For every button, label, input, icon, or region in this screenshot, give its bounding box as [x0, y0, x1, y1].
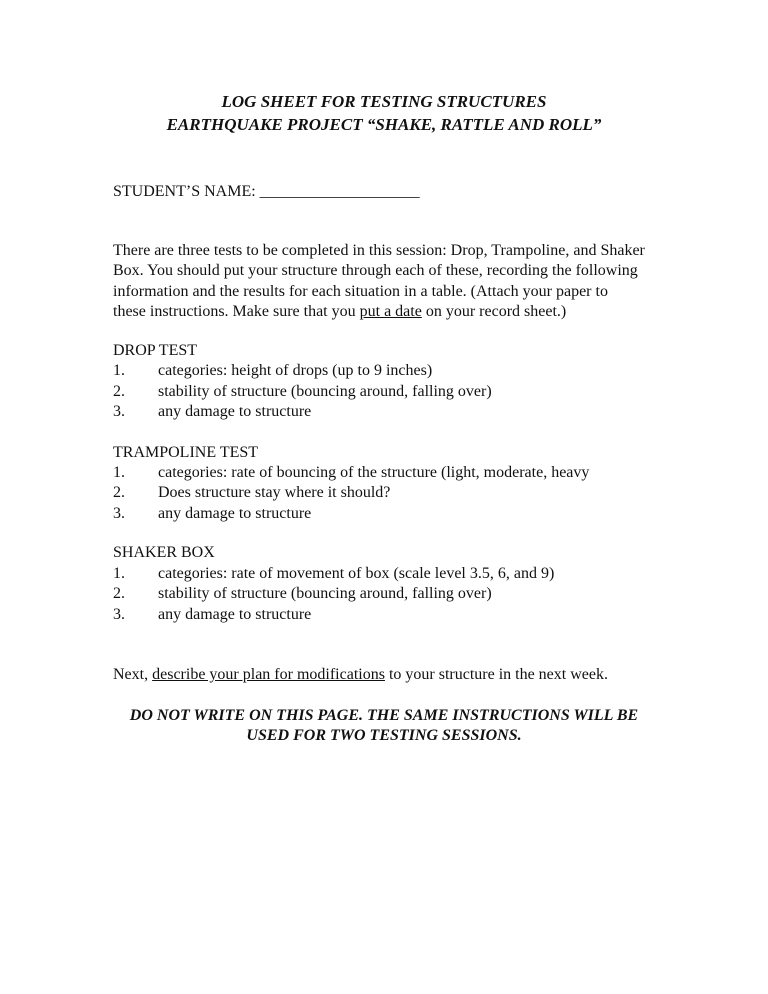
drop-item-3-num: 3. [113, 403, 125, 420]
drop-item-3-text: any damage to structure [158, 403, 312, 420]
intro-line-2: Box. You should put your structure through each of these, recording the following [113, 262, 638, 279]
student-name-row [113, 182, 420, 202]
shaker-box-heading: SHAKER BOX [113, 544, 215, 561]
shaker-item-2-num: 2. [113, 585, 125, 602]
drop-item-1-text: categories: height of drops (up to 9 inches) [158, 362, 433, 379]
shaker-item-1-num: 1. [113, 565, 125, 582]
next-prefix: Next, [113, 666, 153, 683]
trampoline-item-3-text: any damage to structure [158, 505, 312, 522]
intro-line-4-end: on your record sheet.) [421, 303, 567, 320]
title-line-2: EARTHQUAKE PROJECT “SHAKE, RATTLE AND ROLL” [166, 115, 602, 134]
intro-line-1: There are three tests to be completed in this session: Drop, Trampoline, and Shaker [113, 242, 645, 259]
trampoline-item-1-num: 1. [113, 464, 125, 481]
modifications-emphasis: describe your plan for modifications [152, 666, 385, 683]
title-line-1: LOG SHEET FOR TESTING STRUCTURES [221, 92, 547, 111]
trampoline-item-2-num: 2. [113, 484, 125, 501]
shaker-item-3-num: 3. [113, 606, 125, 623]
student-name-label: STUDENT’S NAME: [113, 183, 256, 200]
drop-item-2-text: stability of structure (bouncing around, falling over) [158, 383, 492, 400]
trampoline-test-heading: TRAMPOLINE TEST [113, 444, 259, 461]
intro-line-4 [113, 302, 566, 322]
student-name-blank: ____________________ [259, 183, 420, 200]
intro-line-4-text: these instructions. Make sure that you [113, 303, 360, 320]
warning-line-2: USED FOR TWO TESTING SESSIONS. [246, 727, 522, 744]
put-a-date-emphasis: put a date [359, 303, 422, 320]
trampoline-item-3-num: 3. [113, 505, 125, 522]
drop-item-1-num: 1. [113, 362, 125, 379]
intro-line-3: information and the results for each situation in a table. (Attach your paper to [113, 283, 608, 300]
trampoline-item-1-text: categories: rate of bouncing of the structure (light, moderate, heavy [158, 464, 590, 481]
warning-line-1: DO NOT WRITE ON THIS PAGE. THE SAME INSTRUCTIONS WILL BE [129, 707, 639, 724]
trampoline-item-2-text: Does structure stay where it should? [158, 484, 391, 501]
shaker-item-2-text: stability of structure (bouncing around, falling over) [158, 585, 492, 602]
shaker-item-3-text: any damage to structure [158, 606, 312, 623]
next-instruction [113, 665, 608, 685]
drop-test-heading: DROP TEST [113, 342, 198, 359]
next-suffix: to your structure in the next week. [384, 666, 608, 683]
drop-item-2-num: 2. [113, 383, 125, 400]
shaker-item-1-text: categories: rate of movement of box (scale level 3.5, 6, and 9) [158, 565, 555, 582]
